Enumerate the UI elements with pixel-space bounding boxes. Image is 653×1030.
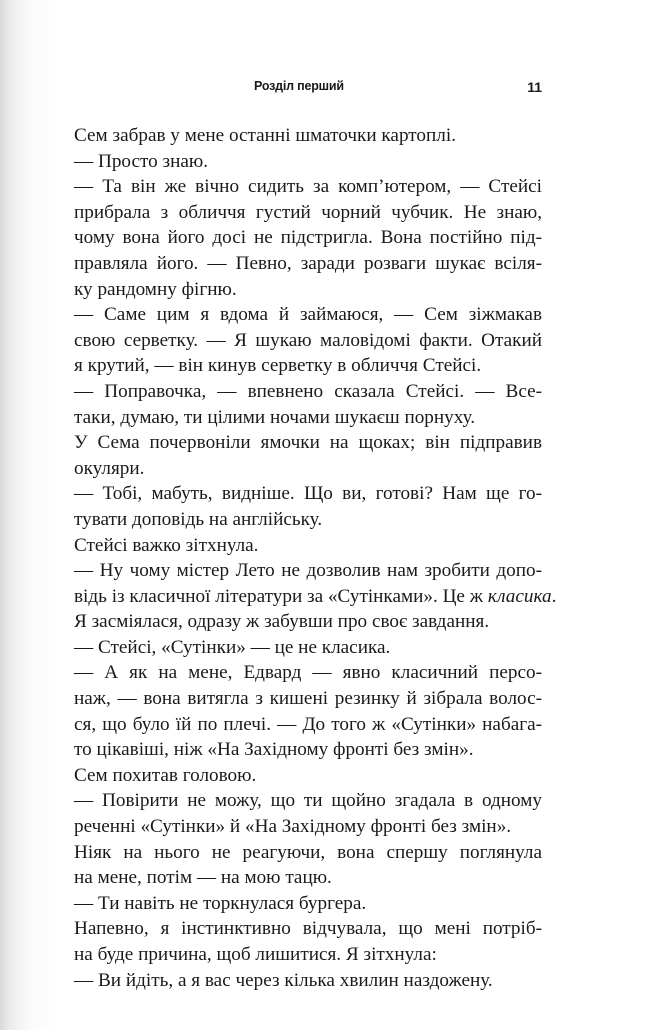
text-line-content: Напевно, я інстинктивно відчувала, що мені потріб- — [74, 918, 542, 940]
text-line — [74, 149, 542, 175]
text-line — [74, 840, 542, 866]
text-line-content: Сем похитав головою. — [74, 764, 257, 786]
text-line-content: Ніяк на нього не реагуючи, вона спершу поглянула — [74, 841, 542, 863]
text-line-content: чому вона його досі не підстригла. Вона постійно під- — [74, 227, 542, 249]
text-line-content: тувати доповідь на англійську. — [74, 508, 323, 530]
text-line — [74, 814, 542, 840]
text-line — [74, 686, 542, 712]
text-line-content: — Та він же вічно сидить за комп’ютером, — Стейсі — [74, 176, 542, 198]
text-line-content: то цікавіші, ніж «На Західному фронті без змін». — [74, 739, 474, 761]
text-line — [74, 763, 542, 789]
text-line-content: — Ви йдіть, а я вас через кілька хвилин наздожену. — [74, 969, 493, 991]
italic-word: класика — [487, 585, 552, 607]
text-line-content: ся, що було їй по плечі. — До того ж «Сутінки» набага- — [74, 713, 542, 735]
text-line-content: свою серветку. — Я шукаю маловідомі факти. Отакий — [74, 329, 542, 351]
text-line — [74, 353, 542, 379]
text-line-content: — Повірити не можу, що ти щойно згадала в одному — [74, 790, 542, 812]
text-line-content: на буде причина, щоб лишитися. Я зітхнула: — [74, 944, 437, 965]
chapter-title: Розділ перший — [254, 79, 344, 93]
running-header — [74, 79, 542, 99]
punctuation: . — [551, 585, 557, 607]
text-line-content: У Сема почервоніли ямочки на щоках; він підправив — [74, 432, 542, 454]
text-line — [74, 891, 542, 917]
text-line — [74, 609, 542, 635]
text-line-content: — Ну чому містер Лето не дозволив нам зробити допо- — [74, 560, 542, 582]
text-line-content: — А як на мене, Едвард — явно класичний персо- — [74, 662, 542, 684]
text-line — [74, 456, 542, 482]
text-line-content: — Ти навіть не торкнулася бургера. — [74, 892, 367, 914]
text-line — [74, 430, 542, 456]
text-line-content: ку рандомну фігню. — [74, 278, 237, 300]
text-line-content: Я засміялася, одразу ж забувши про своє завдання. — [74, 611, 490, 633]
text-line — [74, 737, 542, 763]
text-line — [74, 123, 542, 149]
text-line-content: правляла його. — Певно, заради розваги шукає всіля- — [74, 252, 542, 274]
text-line-content: таки, думаю, ти цілими ночами шукаєш порнуху. — [74, 406, 476, 428]
text-line-content: на мене, потім — на мою тацю. — [74, 867, 332, 889]
text-line — [74, 379, 542, 405]
text-line — [74, 865, 542, 891]
text-line-content: реченні «Сутінки» й «На Західному фронті без змін». — [74, 816, 512, 838]
text-line — [74, 328, 542, 354]
text-line-content: прибрала з обличчя густий чорний чубчик. Не знаю, — [74, 201, 542, 223]
text-line — [74, 916, 542, 942]
text-line-content: я крутий, — він кинув серветку в обличчя Стейсі. — [74, 355, 482, 377]
text-line — [74, 174, 542, 200]
text-line-content: — Стейсі, «Сутінки» — це не класика. — [74, 636, 391, 658]
text-line — [74, 302, 542, 328]
text-line-content: — Поправочка, — впевнено сказала Стейсі. — Все- — [74, 380, 542, 402]
page-number: 11 — [527, 79, 542, 95]
text-line-content: — Просто знаю. — [74, 150, 209, 172]
text-line — [74, 405, 542, 431]
text-line — [74, 225, 542, 251]
text-line — [74, 712, 542, 738]
text-line — [74, 788, 542, 814]
text-line-content: відь із класичної літератури за «Сутінками». Це ж — [74, 585, 484, 607]
text-line — [74, 660, 542, 686]
text-line — [74, 507, 542, 533]
text-line-content: — Тобі, мабуть, видніше. Що ви, готові? Нам ще го- — [74, 483, 542, 505]
text-line — [74, 942, 542, 968]
text-line — [74, 584, 557, 610]
body-text — [74, 123, 557, 993]
text-line-content: наж, — вона витягла з кишені резинку й зібрала волос- — [74, 688, 542, 710]
text-line — [74, 481, 542, 507]
text-line-content: окуляри. — [74, 457, 145, 479]
text-line — [74, 968, 542, 994]
text-line — [74, 277, 542, 303]
text-line-content: Стейсі важко зітхнула. — [74, 534, 259, 556]
text-line — [74, 558, 542, 584]
text-line — [74, 200, 542, 226]
text-line — [74, 251, 542, 277]
text-line-content: Сем забрав у мене останні шматочки картоплі. — [74, 125, 456, 146]
text-line — [74, 635, 542, 661]
text-line — [74, 533, 542, 559]
text-line-content: — Саме цим я вдома й займаюся, — Сем зіжмакав — [74, 304, 542, 326]
